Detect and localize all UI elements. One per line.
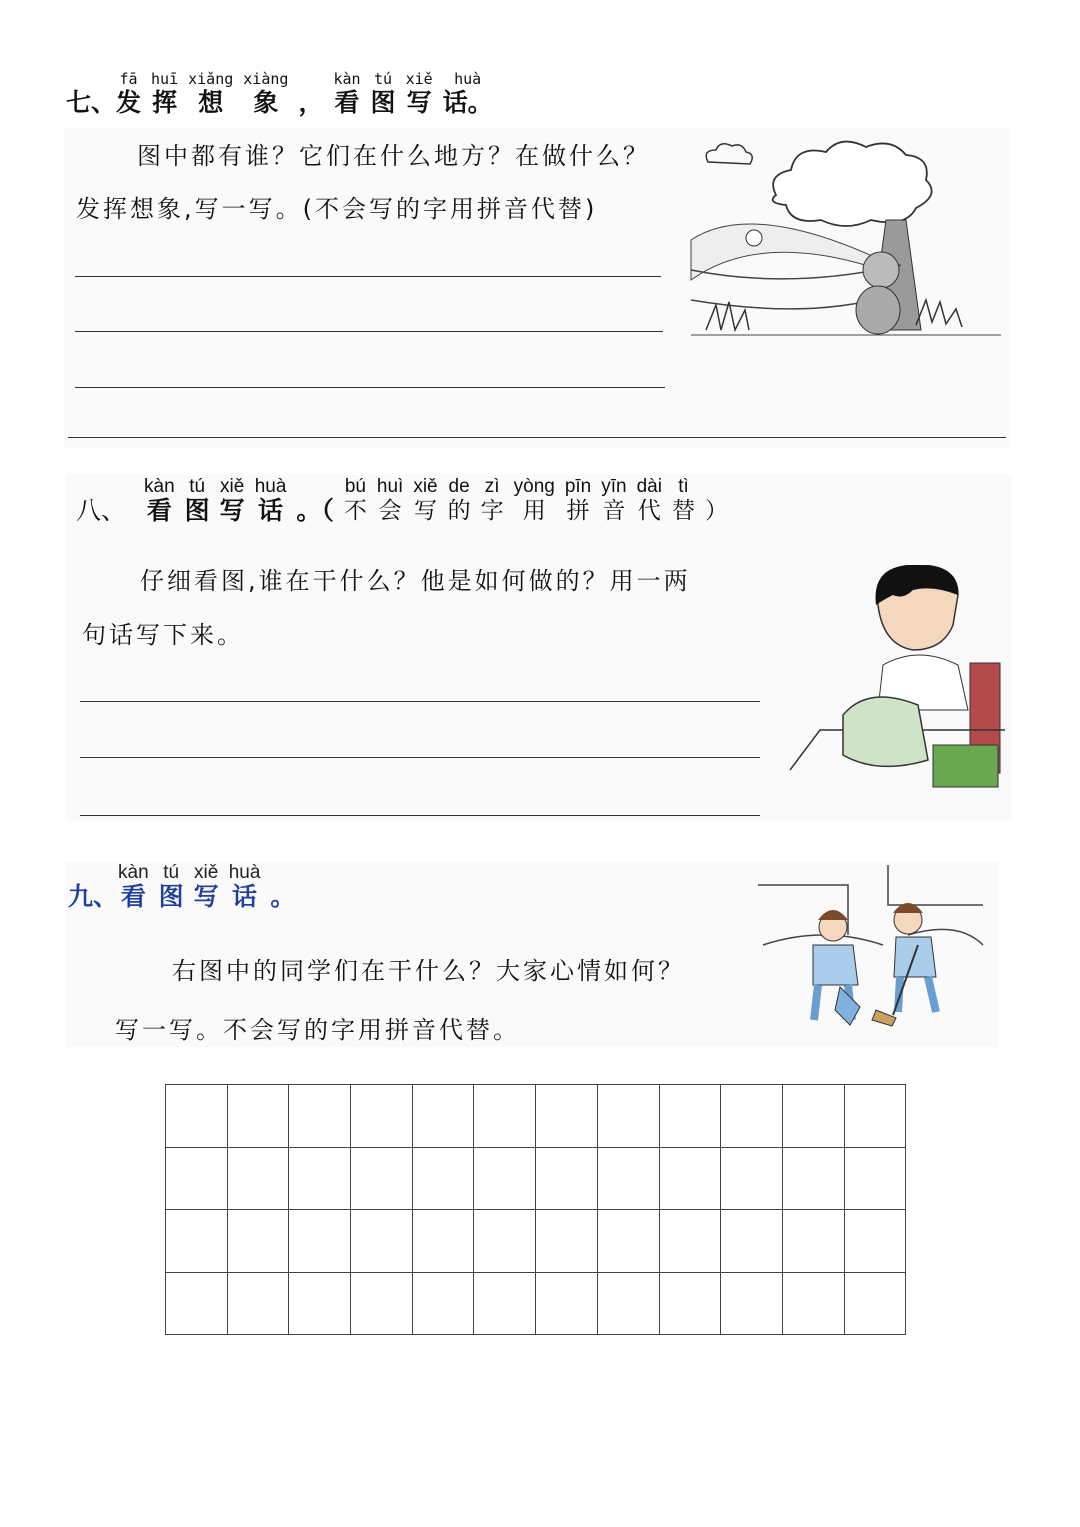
pinyin: dài bbox=[636, 476, 662, 497]
heading-char-with-pinyin bbox=[116, 70, 141, 118]
hanzi: 图 bbox=[370, 88, 396, 117]
grid-cell[interactable] bbox=[351, 1210, 413, 1273]
pinyin: tú bbox=[189, 476, 206, 497]
heading-char-with-pinyin bbox=[448, 478, 471, 526]
heading-char-with-pinyin bbox=[229, 864, 261, 912]
grid-cell[interactable] bbox=[536, 1085, 598, 1148]
pinyin: xiě bbox=[194, 862, 219, 883]
heading-char-with-pinyin bbox=[514, 478, 555, 526]
heading-char-with-pinyin bbox=[377, 478, 403, 526]
grid-cell[interactable] bbox=[782, 1272, 844, 1335]
pinyin: bú bbox=[344, 476, 366, 497]
boy-packing-bag-illustration bbox=[788, 565, 1013, 800]
hanzi: 挥 bbox=[152, 88, 178, 117]
pinyin: kàn bbox=[118, 862, 149, 883]
heading-char-with-pinyin bbox=[270, 864, 295, 912]
pinyin: xiǎng bbox=[188, 70, 234, 88]
pinyin: tú bbox=[163, 862, 180, 883]
grid-cell[interactable] bbox=[289, 1147, 351, 1210]
grid-cell[interactable] bbox=[721, 1147, 783, 1210]
hanzi: 写 bbox=[406, 88, 432, 117]
heading-char-with-pinyin bbox=[406, 70, 433, 118]
hanzi: 图 bbox=[158, 882, 184, 911]
hanzi: 拼 bbox=[566, 498, 590, 524]
heading-char-with-pinyin bbox=[443, 70, 493, 118]
section9-heading bbox=[68, 864, 305, 912]
grid-cell[interactable] bbox=[227, 1272, 289, 1335]
section7-heading-chars bbox=[116, 70, 503, 118]
pinyin: xiě bbox=[405, 70, 433, 88]
heading-char-with-pinyin bbox=[159, 864, 184, 912]
hanzi: 话。 bbox=[442, 88, 493, 117]
grid-cell[interactable] bbox=[597, 1210, 659, 1273]
grid-cell[interactable] bbox=[412, 1210, 474, 1273]
heading-char-with-pinyin bbox=[185, 478, 210, 526]
pinyin: kàn bbox=[333, 70, 361, 88]
pinyin: huà bbox=[454, 70, 482, 88]
grid-cell[interactable] bbox=[412, 1147, 474, 1210]
grid-cell[interactable] bbox=[289, 1210, 351, 1273]
hanzi: 象 bbox=[253, 88, 279, 117]
pinyin: zì bbox=[484, 476, 500, 497]
grid-cell[interactable] bbox=[166, 1272, 228, 1335]
grid-cell[interactable] bbox=[659, 1085, 721, 1148]
section9-prompt-line1: 右图中的同学们在干什么？大家心情如何？ bbox=[172, 957, 685, 985]
grid-cell[interactable] bbox=[844, 1272, 906, 1335]
pinyin: huī bbox=[151, 70, 179, 88]
grid-row bbox=[166, 1085, 906, 1148]
heading-char-with-pinyin bbox=[220, 478, 245, 526]
grid-cell[interactable] bbox=[536, 1147, 598, 1210]
heading-char-with-pinyin bbox=[333, 70, 360, 118]
section7-prompt-line1: 图中都有谁？它们在什么地方？在做什么？ bbox=[137, 142, 650, 170]
heading-char-with-pinyin bbox=[255, 478, 287, 526]
grid-cell[interactable] bbox=[721, 1272, 783, 1335]
heading-char-with-pinyin bbox=[194, 864, 219, 912]
grid-cell[interactable] bbox=[536, 1272, 598, 1335]
grid-cell[interactable] bbox=[597, 1147, 659, 1210]
bear-by-river-illustration bbox=[686, 140, 1011, 350]
grid-cell[interactable] bbox=[166, 1147, 228, 1210]
grid-cell[interactable] bbox=[227, 1210, 289, 1273]
grid-cell[interactable] bbox=[597, 1085, 659, 1148]
hanzi: 。 bbox=[270, 882, 296, 911]
grid-cell[interactable] bbox=[721, 1210, 783, 1273]
section8-prompt-line1: 仔细看图,谁在干什么？他是如何做的？用一两 bbox=[140, 567, 691, 595]
section8-heading-chars bbox=[144, 478, 738, 526]
hanzi: 看 bbox=[146, 496, 172, 525]
hanzi: 看 bbox=[334, 88, 360, 117]
heading-char-with-pinyin bbox=[672, 478, 695, 526]
hanzi: 会 bbox=[378, 498, 402, 524]
pinyin: kàn bbox=[144, 476, 175, 497]
pinyin: fā bbox=[119, 70, 138, 88]
section8-prompt-line2: 句话写下来。 bbox=[82, 621, 244, 649]
hanzi: 图 bbox=[184, 496, 210, 525]
section8-writing-line-1[interactable] bbox=[80, 701, 760, 702]
grid-cell[interactable] bbox=[721, 1085, 783, 1148]
pinyin: xiàng bbox=[243, 70, 289, 88]
heading-char-with-pinyin bbox=[705, 478, 728, 526]
section7-heading bbox=[66, 70, 503, 118]
section7-writing-line-2[interactable] bbox=[75, 331, 663, 332]
pinyin bbox=[306, 70, 315, 88]
pinyin: pīn bbox=[564, 476, 592, 497]
grid-cell[interactable] bbox=[351, 1147, 413, 1210]
hanzi: 写 bbox=[193, 882, 219, 911]
pinyin bbox=[313, 478, 318, 496]
pinyin: tú bbox=[374, 70, 393, 88]
writing-grid[interactable] bbox=[165, 1084, 906, 1335]
grid-cell[interactable] bbox=[536, 1210, 598, 1273]
grid-cell[interactable] bbox=[782, 1085, 844, 1148]
hanzi: 话 bbox=[258, 496, 284, 525]
grid-cell[interactable] bbox=[659, 1147, 721, 1210]
grid-cell[interactable] bbox=[289, 1272, 351, 1335]
heading-char-with-pinyin bbox=[565, 478, 591, 526]
section7-prompt-line2: 发挥想象,写一写。(不会写的字用拼音代替) bbox=[76, 195, 598, 223]
heading-char-with-pinyin bbox=[118, 864, 149, 912]
pinyin: huà bbox=[228, 862, 261, 883]
heading-char-with-pinyin bbox=[371, 70, 396, 118]
grid-cell[interactable] bbox=[474, 1147, 536, 1210]
grid-cell[interactable] bbox=[166, 1210, 228, 1273]
pinyin: yòng bbox=[513, 476, 555, 497]
heading-char-with-pinyin bbox=[243, 70, 288, 118]
grid-cell[interactable] bbox=[659, 1210, 721, 1273]
heading-char-with-pinyin bbox=[637, 478, 662, 526]
hanzi: 音 bbox=[602, 498, 626, 524]
hanzi: 代 bbox=[637, 498, 661, 524]
hanzi: 。（ bbox=[296, 496, 334, 525]
section8-writing-line-3[interactable] bbox=[80, 815, 760, 816]
hanzi: ） bbox=[704, 498, 728, 524]
pinyin: tì bbox=[678, 476, 689, 497]
grid-cell[interactable] bbox=[289, 1085, 351, 1148]
hanzi: 替 bbox=[671, 498, 695, 524]
hanzi: 看 bbox=[120, 882, 146, 911]
grid-cell[interactable] bbox=[474, 1210, 536, 1273]
hanzi: 话 bbox=[232, 882, 258, 911]
grid-cell[interactable] bbox=[597, 1272, 659, 1335]
hanzi: 用 bbox=[522, 498, 546, 524]
section7-writing-line-4[interactable] bbox=[68, 437, 1006, 438]
section8-heading bbox=[76, 478, 738, 526]
heading-char-with-pinyin bbox=[296, 478, 334, 526]
grid-row bbox=[166, 1272, 906, 1335]
section9-prompt-line2: 写一写。不会写的字用拼音代替。 bbox=[115, 1016, 520, 1044]
grid-cell[interactable] bbox=[412, 1272, 474, 1335]
hanzi: 发 bbox=[116, 88, 142, 117]
pinyin: yīn bbox=[601, 476, 627, 497]
grid-cell[interactable] bbox=[474, 1085, 536, 1148]
grid-row bbox=[166, 1210, 906, 1273]
hanzi: 不 bbox=[343, 498, 367, 524]
grid-cell[interactable] bbox=[351, 1272, 413, 1335]
pinyin: xiě bbox=[413, 476, 438, 497]
students-sweeping-illustration bbox=[758, 865, 986, 1037]
grid-cell[interactable] bbox=[844, 1147, 906, 1210]
grid-cell[interactable] bbox=[227, 1147, 289, 1210]
grid-cell[interactable] bbox=[166, 1085, 228, 1148]
grid-cell[interactable] bbox=[412, 1085, 474, 1148]
section7-writing-line-3[interactable] bbox=[75, 387, 665, 388]
grid-cell[interactable] bbox=[351, 1085, 413, 1148]
pinyin bbox=[714, 478, 719, 496]
hanzi: 字 bbox=[480, 498, 504, 524]
hanzi: 的 bbox=[447, 498, 471, 524]
grid-cell[interactable] bbox=[782, 1210, 844, 1273]
pinyin: xiě bbox=[220, 476, 245, 497]
section8-number: 八、 bbox=[76, 496, 127, 525]
grid-cell[interactable] bbox=[659, 1272, 721, 1335]
grid-cell[interactable] bbox=[844, 1085, 906, 1148]
heading-char-with-pinyin bbox=[151, 70, 178, 118]
grid-row bbox=[166, 1147, 906, 1210]
pinyin: huì bbox=[376, 476, 404, 497]
section8-writing-line-2[interactable] bbox=[80, 757, 760, 758]
heading-char-with-pinyin bbox=[188, 70, 233, 118]
hanzi: ， bbox=[298, 88, 324, 117]
grid-cell[interactable] bbox=[844, 1210, 906, 1273]
section7-number: 七、 bbox=[66, 88, 117, 117]
heading-char-with-pinyin bbox=[344, 478, 367, 526]
grid-cell[interactable] bbox=[782, 1147, 844, 1210]
heading-char-with-pinyin bbox=[144, 478, 175, 526]
heading-char-with-pinyin bbox=[601, 478, 626, 526]
section7-writing-line-1[interactable] bbox=[75, 276, 661, 277]
section9-number: 九、 bbox=[68, 882, 119, 911]
heading-char-with-pinyin bbox=[413, 478, 437, 526]
hanzi: 写 bbox=[219, 496, 245, 525]
hanzi: 写 bbox=[413, 498, 437, 524]
heading-char-with-pinyin bbox=[481, 478, 504, 526]
hanzi: 想 bbox=[198, 88, 224, 117]
heading-char-with-pinyin bbox=[298, 70, 323, 118]
grid-cell[interactable] bbox=[474, 1272, 536, 1335]
pinyin bbox=[280, 864, 285, 882]
section9-heading-chars bbox=[118, 864, 305, 912]
grid-cell[interactable] bbox=[227, 1085, 289, 1148]
pinyin: de bbox=[448, 476, 470, 497]
pinyin: huà bbox=[254, 476, 287, 497]
